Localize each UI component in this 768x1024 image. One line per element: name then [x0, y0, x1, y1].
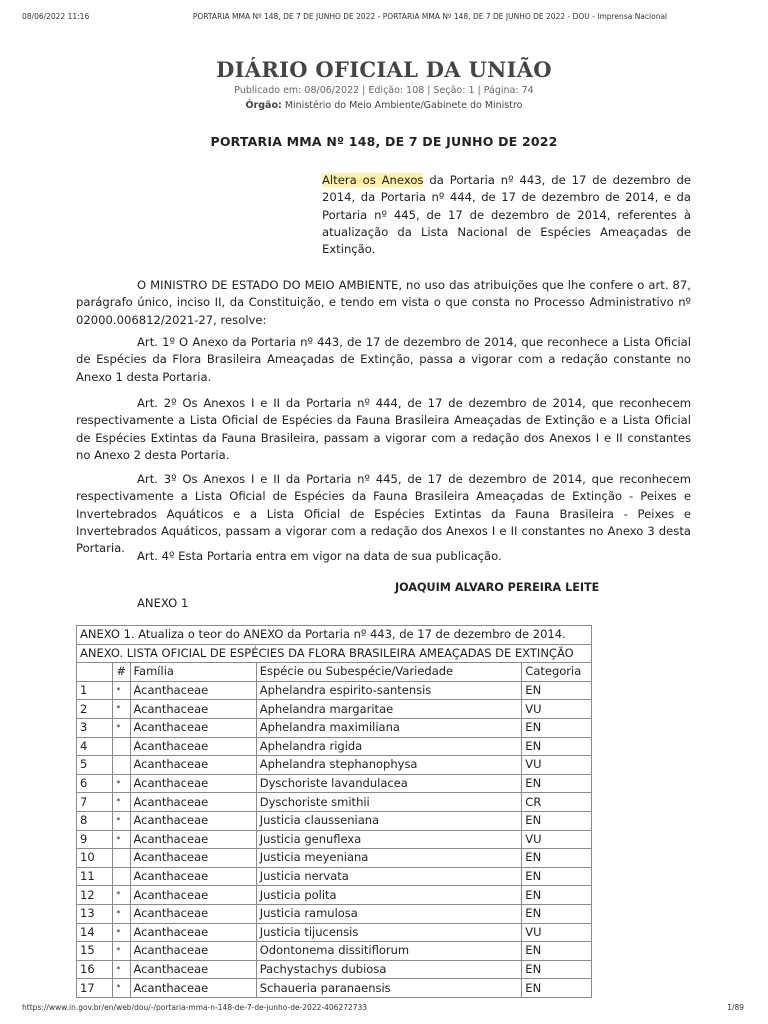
masthead-title: DIÁRIO OFICIAL DA UNIÃO: [216, 57, 552, 82]
table-row: [77, 737, 592, 756]
row-categoria-cell: EN: [522, 979, 592, 998]
annex-caption-2: ANEXO. LISTA OFICIAL DE ESPÉCIES DA FLORA BRASILEIRA AMEAÇADAS DE EXTINÇÃO: [77, 644, 592, 663]
row-number-cell: 9: [77, 830, 113, 849]
row-especie-cell: Justicia clausseniana: [256, 811, 522, 830]
table-row: [77, 811, 592, 830]
header-cell-categoria: Categoria: [522, 663, 592, 682]
table-row: [77, 849, 592, 868]
row-especie-cell: Justicia polita: [256, 886, 522, 905]
footer-url: https://www.in.gov.br/en/web/dou/-/portaria-mma-n-148-de-7-de-junho-de-2022-406272733: [22, 1003, 368, 1012]
row-familia-cell: Acanthaceae: [130, 960, 256, 979]
article-1: [76, 334, 691, 386]
row-categoria-cell: EN: [522, 960, 592, 979]
annex-table: [76, 625, 592, 998]
row-categoria-cell: VU: [522, 700, 592, 719]
signatory: JOAQUIM ALVARO PEREIRA LEITE: [395, 581, 600, 594]
print-datetime: 08/06/2022 11:16: [22, 12, 90, 21]
footer-page-number: 1/89: [727, 1003, 744, 1012]
table-row: [77, 923, 592, 942]
row-especie-cell: Aphelandra margaritae: [256, 700, 522, 719]
row-asterisk-cell: *: [113, 960, 130, 979]
row-categoria-cell: EN: [522, 849, 592, 868]
row-categoria-cell: EN: [522, 681, 592, 700]
row-number-cell: 3: [77, 718, 113, 737]
row-familia-cell: Acanthaceae: [130, 942, 256, 961]
row-categoria-cell: EN: [522, 867, 592, 886]
table-row: [77, 830, 592, 849]
row-familia-cell: Acanthaceae: [130, 867, 256, 886]
row-familia-cell: Acanthaceae: [130, 979, 256, 998]
anexo-label: ANEXO 1: [137, 596, 189, 610]
table-row: [77, 960, 592, 979]
row-familia-cell: Acanthaceae: [130, 923, 256, 942]
row-number-cell: 4: [77, 737, 113, 756]
row-asterisk-cell: *: [113, 830, 130, 849]
row-especie-cell: Aphelandra maximiliana: [256, 718, 522, 737]
table-row: [77, 793, 592, 812]
annex-header-row: [77, 663, 592, 682]
row-asterisk-cell: *: [113, 774, 130, 793]
row-asterisk-cell: *: [113, 904, 130, 923]
table-row: [77, 756, 592, 775]
row-asterisk-cell: *: [113, 811, 130, 830]
document-title: PORTARIA MMA Nº 148, DE 7 DE JUNHO DE 2022: [210, 134, 558, 149]
annex-caption-row: [77, 644, 592, 663]
row-especie-cell: Dyschoriste smithii: [256, 793, 522, 812]
row-especie-cell: Aphelandra rigida: [256, 737, 522, 756]
table-row: [77, 867, 592, 886]
orgao-line: [0, 100, 768, 111]
header-cell-hash: #: [113, 663, 130, 682]
row-number-cell: 17: [77, 979, 113, 998]
table-row: [77, 681, 592, 700]
row-familia-cell: Acanthaceae: [130, 886, 256, 905]
row-asterisk-cell: *: [113, 793, 130, 812]
row-especie-cell: Odontonema dissitiflorum: [256, 942, 522, 961]
table-row: [77, 942, 592, 961]
row-especie-cell: Pachystachys dubiosa: [256, 960, 522, 979]
row-familia-cell: Acanthaceae: [130, 811, 256, 830]
row-number-cell: 15: [77, 942, 113, 961]
row-especie-cell: Justicia ramulosa: [256, 904, 522, 923]
row-categoria-cell: EN: [522, 718, 592, 737]
row-asterisk-cell: [113, 867, 130, 886]
orgao-value: Ministério do Meio Ambiente/Gabinete do Ministro: [281, 100, 523, 111]
row-especie-cell: Justicia nervata: [256, 867, 522, 886]
row-especie-cell: Aphelandra espirito-santensis: [256, 681, 522, 700]
preamble-text: O MINISTRO DE ESTADO DO MEIO AMBIENTE, no uso das atribuições que lhe confere o art. 87, parágrafo único, inciso II, da Constituição, e tendo em vista o que consta no Processo Administrativo nº 02000.006812/2021-27, resolve:: [76, 278, 691, 327]
row-familia-cell: Acanthaceae: [130, 904, 256, 923]
row-asterisk-cell: *: [113, 923, 130, 942]
row-especie-cell: Justicia tijucensis: [256, 923, 522, 942]
row-asterisk-cell: *: [113, 886, 130, 905]
header-cell-number: [77, 663, 113, 682]
row-especie-cell: Aphelandra stephanophysa: [256, 756, 522, 775]
row-categoria-cell: EN: [522, 737, 592, 756]
row-number-cell: 5: [77, 756, 113, 775]
row-especie-cell: Justicia genuflexa: [256, 830, 522, 849]
article-4-text: Art. 4º Esta Portaria entra em vigor na data de sua publicação.: [137, 549, 502, 563]
row-categoria-cell: CR: [522, 793, 592, 812]
table-row: [77, 979, 592, 998]
article-3: [76, 471, 691, 557]
row-categoria-cell: EN: [522, 811, 592, 830]
row-especie-cell: Dyschoriste lavandulacea: [256, 774, 522, 793]
article-2-text: Art. 2º Os Anexos I e II da Portaria nº 444, de 17 de dezembro de 2014, que reconhecem respectivamente a Lista Oficial de Espécies da Fauna Brasileira Ameaçadas de Extinção e a Lista Oficial de Espécies Extintas da Fauna Brasileira, passam a vigorar com a redação dos Anexos I e II constantes no Anexo 2 desta Portaria.: [76, 396, 691, 462]
article-2: [76, 395, 691, 464]
row-familia-cell: Acanthaceae: [130, 774, 256, 793]
row-number-cell: 16: [77, 960, 113, 979]
article-1-text: Art. 1º O Anexo da Portaria nº 443, de 17 de dezembro de 2014, que reconhece a Lista Oficial de Espécies da Flora Brasileira Ameaçadas de Extinção, passa a vigorar com a redação constante no Anexo 1 desta Portaria.: [76, 335, 691, 384]
row-familia-cell: Acanthaceae: [130, 681, 256, 700]
row-asterisk-cell: [113, 737, 130, 756]
row-especie-cell: Schaueria paranaensis: [256, 979, 522, 998]
article-3-text: Art. 3º Os Anexos I e II da Portaria nº 445, de 17 de dezembro de 2014, que reconhecem respectivamente a Lista Oficial de Espécies da Fauna Brasileira Ameaçadas de Extinção - Peixes e Invertebrados Aquáticos e a Lista Oficial de Espécies Extintas da Fauna Brasileira - Peixes e Invertebrados Aquáticos, passam a vigorar com a redação dos Anexos I e II constantes no Anexo 3 desta Portaria.: [76, 472, 691, 556]
row-familia-cell: Acanthaceae: [130, 793, 256, 812]
print-page-title: PORTARIA MMA Nº 148, DE 7 DE JUNHO DE 2022 - PORTARIA MMA Nº 148, DE 7 DE JUNHO DE 2022 - DOU - Imprensa Nacional: [192, 12, 668, 21]
row-asterisk-cell: [113, 849, 130, 868]
row-asterisk-cell: *: [113, 942, 130, 961]
row-number-cell: 10: [77, 849, 113, 868]
preamble-paragraph: [76, 277, 691, 329]
ementa-text: da Portaria nº 443, de 17 de dezembro de 2014, da Portaria nº 444, de 17 de dezembro de 2014, e da Portaria nº 445, de 17 de dezembro de 2014, referentes à atualização da Lista Nacional de Espécies Ameaçadas de Extinção.: [322, 173, 691, 257]
row-categoria-cell: VU: [522, 756, 592, 775]
row-number-cell: 6: [77, 774, 113, 793]
row-number-cell: 12: [77, 886, 113, 905]
row-categoria-cell: VU: [522, 830, 592, 849]
row-number-cell: 1: [77, 681, 113, 700]
table-row: [77, 700, 592, 719]
row-asterisk-cell: *: [113, 718, 130, 737]
row-number-cell: 7: [77, 793, 113, 812]
row-categoria-cell: EN: [522, 774, 592, 793]
row-familia-cell: Acanthaceae: [130, 700, 256, 719]
row-asterisk-cell: *: [113, 979, 130, 998]
table-row: [77, 904, 592, 923]
row-especie-cell: Justicia meyeniana: [256, 849, 522, 868]
header-cell-especie: Espécie ou Subespécie/Variedade: [256, 663, 522, 682]
row-familia-cell: Acanthaceae: [130, 756, 256, 775]
row-categoria-cell: VU: [522, 923, 592, 942]
row-asterisk-cell: *: [113, 681, 130, 700]
ementa-highlight[interactable]: Altera os Anexos: [322, 173, 424, 187]
row-familia-cell: Acanthaceae: [130, 737, 256, 756]
row-categoria-cell: EN: [522, 904, 592, 923]
row-familia-cell: Acanthaceae: [130, 830, 256, 849]
row-number-cell: 13: [77, 904, 113, 923]
row-familia-cell: Acanthaceae: [130, 718, 256, 737]
orgao-label: Órgão:: [245, 100, 282, 111]
article-4: [76, 548, 691, 565]
table-row: [77, 886, 592, 905]
table-row: [77, 774, 592, 793]
row-asterisk-cell: *: [113, 700, 130, 719]
publication-info: Publicado em: 08/06/2022 | Edição: 108 | Seção: 1 | Página: 74: [234, 85, 534, 96]
row-number-cell: 11: [77, 867, 113, 886]
header-cell-familia: Família: [130, 663, 256, 682]
table-row: [77, 718, 592, 737]
ementa: [322, 172, 691, 258]
row-familia-cell: Acanthaceae: [130, 849, 256, 868]
annex-caption-1: ANEXO 1. Atualiza o teor do ANEXO da Portaria nº 443, de 17 de dezembro de 2014.: [77, 626, 592, 645]
row-categoria-cell: EN: [522, 942, 592, 961]
row-asterisk-cell: [113, 756, 130, 775]
row-number-cell: 14: [77, 923, 113, 942]
annex-table-body: [77, 626, 592, 998]
annex-caption-row: [77, 626, 592, 645]
row-categoria-cell: EN: [522, 886, 592, 905]
row-number-cell: 8: [77, 811, 113, 830]
row-number-cell: 2: [77, 700, 113, 719]
